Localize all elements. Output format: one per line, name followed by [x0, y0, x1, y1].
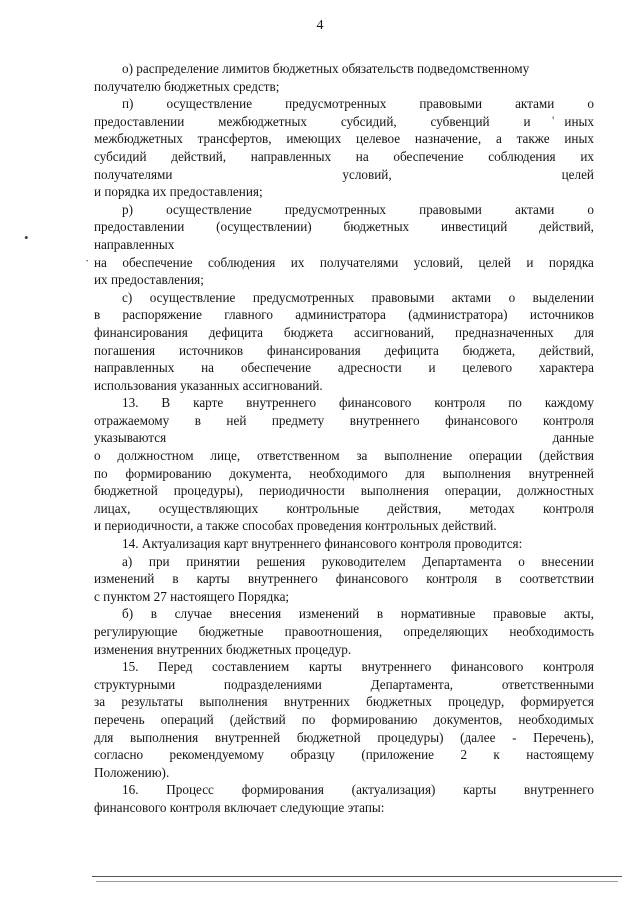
text-word: соблюдения — [488, 148, 556, 164]
text-word: нормативные — [400, 606, 476, 622]
text-line — [94, 535, 594, 553]
text-line — [94, 429, 594, 447]
text-word: по — [508, 395, 522, 411]
text-word: предмету — [271, 412, 325, 428]
text-word: процедур, — [448, 694, 505, 710]
text-word: и периодичности, а также способах проведения контрольных действий. — [94, 518, 497, 534]
scan-edge-rule — [92, 876, 622, 877]
text-line — [94, 623, 594, 641]
text-word: ней — [226, 412, 247, 428]
text-word: результаты — [121, 694, 184, 710]
text-word: распоряжение — [122, 307, 202, 323]
text-word: операций — [160, 711, 214, 727]
text-line — [94, 711, 594, 729]
text-word: периодичности — [259, 483, 345, 499]
text-word: направленных — [94, 360, 175, 376]
text-word: каждому — [544, 395, 594, 411]
text-word: ответственном — [257, 448, 340, 464]
text-word: предусмотренных — [284, 201, 387, 217]
text-word: выполнение — [384, 448, 453, 464]
text-word: субсидий — [94, 148, 147, 164]
text-word: ассигнований, — [354, 324, 435, 340]
text-word: и — [523, 113, 531, 129]
text-word: условий, — [342, 166, 392, 182]
text-word: (приложение — [361, 747, 435, 763]
text-word: администратора — [295, 307, 386, 323]
text-word: изменений — [298, 606, 360, 622]
text-word: актами — [515, 96, 555, 112]
text-line — [94, 78, 594, 96]
text-word: контроля — [426, 571, 478, 587]
text-line — [94, 500, 594, 518]
text-word: обеспечение — [240, 360, 312, 376]
text-word: ответственными — [501, 676, 594, 692]
text-word: с) — [122, 289, 133, 305]
text-word: перечень — [94, 711, 145, 727]
text-word: инвестиций — [440, 219, 508, 235]
text-word: правоотношения, — [284, 624, 383, 639]
text-line — [94, 447, 594, 465]
text-word: В — [161, 395, 171, 411]
text-line — [94, 201, 594, 219]
text-word: также — [516, 131, 550, 147]
text-word: соблюдения — [208, 254, 276, 270]
text-word: субвенций — [430, 113, 490, 129]
text-word: соответствии — [519, 571, 594, 587]
text-word: источников — [529, 307, 594, 323]
text-word: погашения — [94, 342, 156, 358]
text-word: для — [405, 465, 425, 481]
text-word: согласно — [94, 747, 144, 763]
text-line — [94, 729, 594, 747]
text-word: иных — [564, 113, 594, 129]
text-word: субсидий, — [340, 113, 397, 129]
text-word: актами — [451, 289, 492, 305]
text-word: и — [428, 360, 436, 376]
text-word: регулирующие — [94, 624, 178, 639]
text-word: внутренних — [283, 694, 350, 710]
text-word: с пунктом 27 настоящего Порядка; — [94, 588, 290, 604]
text-word: выполнения — [130, 729, 199, 745]
text-word: осуществление — [149, 289, 236, 305]
text-word: - — [512, 729, 517, 745]
text-word: обеспечение — [122, 254, 193, 270]
text-word: (осуществлении) — [216, 219, 312, 235]
text-word: подразделениями — [223, 676, 322, 692]
text-word: Положению). — [94, 764, 170, 780]
text-word: о) распределение лимитов бюджетных обязательств подведомственному — [122, 61, 530, 76]
text-line — [94, 306, 594, 324]
text-word: в — [94, 307, 101, 323]
text-word: внутреннего — [524, 782, 594, 798]
text-word: контрольные — [286, 500, 360, 516]
text-word: целевого — [462, 360, 513, 376]
text-word: иных — [564, 131, 594, 147]
text-line — [94, 588, 594, 606]
text-word: указываются — [94, 430, 167, 446]
text-word: лицах, — [94, 500, 131, 516]
text-word: при — [148, 553, 170, 569]
text-word: имеющих — [286, 131, 342, 147]
text-word: получателями — [94, 166, 173, 182]
text-line — [94, 254, 594, 272]
text-word: 13. — [122, 395, 139, 411]
text-word: выполнения — [442, 465, 511, 481]
text-word: целевое — [356, 131, 401, 147]
text-word: о — [94, 448, 101, 464]
text-line — [94, 570, 594, 588]
text-word: действий, — [539, 342, 594, 358]
text-word: получателю бюджетных средств; — [94, 78, 280, 94]
text-word: внутреннего — [247, 571, 318, 587]
text-word: карты — [196, 571, 230, 587]
text-word: для — [94, 729, 114, 745]
text-line — [94, 482, 594, 500]
text-word: карты — [463, 782, 497, 798]
text-word: карты — [308, 659, 342, 675]
text-word: акты, — [563, 606, 594, 622]
text-word: (далее — [460, 729, 496, 745]
text-word: Перечень), — [533, 729, 594, 745]
text-word: финансового контроля включает следующие этапы: — [94, 799, 385, 815]
text-word: бюджета — [283, 324, 334, 340]
scan-dot: · — [85, 253, 90, 268]
text-word: на — [94, 254, 107, 270]
text-word: Департамента — [422, 553, 502, 569]
text-word: получателями — [319, 254, 399, 270]
text-line — [94, 148, 594, 166]
text-word: 15. — [122, 659, 139, 675]
text-line — [94, 130, 594, 148]
text-word: решения — [256, 553, 306, 569]
text-word: адресности — [337, 360, 402, 376]
text-word: целей — [561, 166, 594, 182]
text-word: актами — [514, 201, 555, 217]
text-word: порядка — [548, 254, 594, 270]
text-line — [94, 324, 594, 342]
text-word: в — [376, 606, 384, 622]
text-word: необходимого — [309, 465, 388, 481]
text-word: действия, — [387, 500, 442, 516]
text-word: настоящему — [526, 747, 594, 763]
text-word: внутренней — [528, 465, 594, 481]
text-word: использования указанных ассигнований. — [94, 377, 323, 393]
text-word: межбюджетных — [218, 113, 307, 129]
text-word: операции — [469, 448, 523, 464]
text-line — [94, 799, 594, 817]
text-word: контроля — [542, 659, 594, 675]
text-word: и порядка их предоставления; — [94, 184, 263, 200]
text-word: составлением — [212, 659, 290, 675]
text-word: предусмотренных — [285, 96, 387, 112]
text-word: отражаемому — [94, 412, 170, 428]
text-word: методах — [469, 500, 515, 516]
text-word: р) — [122, 201, 133, 217]
text-word: внутренней — [214, 729, 281, 745]
text-line — [94, 183, 594, 201]
text-word: внутреннего — [349, 412, 420, 428]
text-word: данные — [552, 430, 594, 446]
text-word: необходимых — [518, 711, 594, 727]
text-word: направленных — [94, 236, 175, 252]
text-word: осуществляющих — [158, 500, 259, 516]
text-line — [94, 781, 594, 799]
text-word: бюджета, — [462, 342, 516, 358]
text-word: условий, — [413, 254, 464, 270]
text-word: процедуры), — [173, 483, 244, 499]
text-word: главного — [224, 307, 273, 323]
text-word: контроля — [434, 395, 486, 411]
text-word: межбюджетных — [94, 131, 183, 147]
text-word: в — [495, 571, 502, 587]
text-word: предоставлении — [94, 219, 185, 235]
text-word: внесения — [229, 606, 282, 622]
text-line — [94, 218, 594, 236]
text-word: изменения внутренних бюджетных процедур. — [94, 641, 352, 657]
text-word: формированию — [331, 711, 418, 727]
text-word: источников — [179, 342, 244, 358]
text-word: по — [301, 711, 316, 727]
text-word: (действия — [538, 448, 594, 464]
text-word: (действий — [229, 711, 286, 727]
text-word: финансового — [450, 659, 524, 675]
text-word: финансирования — [94, 324, 188, 340]
text-word: бюджетной — [296, 729, 361, 745]
text-word: бюджетные — [198, 624, 264, 639]
text-word: внесении — [541, 553, 594, 569]
text-word: формированию — [125, 465, 212, 481]
text-word: бюджетных — [366, 694, 432, 710]
text-word: для — [574, 324, 594, 340]
text-line — [94, 746, 594, 764]
text-word: о — [508, 289, 516, 305]
text-word: а — [495, 131, 502, 147]
text-word: действий, — [171, 148, 227, 164]
text-word: правовыми — [419, 96, 483, 112]
text-line — [94, 676, 594, 694]
text-word: действий, — [539, 219, 594, 235]
text-word: контроля — [543, 412, 594, 428]
text-word: осуществление — [166, 201, 252, 217]
text-word: обеспечение — [393, 148, 464, 164]
scan-tick: ' — [552, 113, 555, 128]
text-word: формируется — [520, 694, 594, 710]
text-word: а) — [122, 553, 133, 569]
text-line — [94, 553, 594, 571]
text-word: дефицита — [208, 324, 263, 340]
text-word: Департамента, — [370, 676, 454, 692]
text-word: целей — [478, 254, 511, 270]
text-word: в — [150, 606, 157, 622]
text-word: направленных — [250, 148, 332, 164]
scan-edge-rule — [96, 881, 618, 882]
text-word: внутреннего — [246, 395, 317, 411]
text-word: рекомендуемому — [169, 747, 264, 763]
text-word: (актуализация) — [351, 782, 436, 798]
text-word: правовые — [493, 606, 547, 622]
text-word: на — [355, 148, 369, 164]
text-word: Процесс — [166, 782, 214, 798]
text-word: принятии — [186, 553, 240, 569]
text-word: 2 — [460, 747, 468, 763]
text-line — [94, 465, 594, 483]
text-word: контроля — [542, 500, 594, 516]
text-word: структурными — [94, 676, 176, 692]
text-line — [94, 377, 594, 395]
text-word: на — [201, 360, 215, 376]
text-word: случае — [174, 606, 213, 622]
text-word: назначение, — [414, 131, 482, 147]
text-word: операции, — [444, 483, 502, 499]
text-word: бюджетных — [343, 219, 410, 235]
text-word: должностных — [517, 483, 594, 499]
text-line — [94, 394, 594, 412]
text-line — [94, 693, 594, 711]
text-word: предоставлении — [94, 113, 185, 129]
text-word: их предоставления; — [94, 272, 204, 288]
text-word: документов, — [433, 711, 503, 727]
text-line — [94, 658, 594, 676]
text-word: о — [587, 201, 594, 217]
text-line — [94, 764, 594, 782]
text-line — [94, 359, 594, 377]
text-word: финансового — [445, 412, 518, 428]
text-word: документа, — [229, 465, 292, 481]
text-word: правовыми — [371, 289, 435, 305]
text-word: за — [94, 694, 106, 710]
text-word: предусмотренных — [252, 289, 355, 305]
text-line — [94, 605, 594, 623]
text-word: дефицита — [384, 342, 439, 358]
text-line — [94, 342, 594, 360]
text-word: изменений — [94, 571, 155, 587]
text-word: Перед — [158, 659, 193, 675]
text-line — [94, 517, 594, 535]
text-word: финансирования — [266, 342, 361, 358]
text-word: бюджетной — [94, 483, 158, 499]
text-word: должностном — [117, 448, 194, 464]
text-line — [94, 289, 594, 307]
text-word: к — [493, 747, 500, 763]
text-word: образцу — [290, 747, 335, 763]
text-word: в — [194, 412, 201, 428]
text-word: выполнения — [360, 483, 429, 499]
text-word: процедуры) — [377, 729, 444, 745]
text-line — [94, 271, 594, 289]
text-word: (администратора) — [408, 307, 508, 323]
text-word: лице, — [210, 448, 241, 464]
text-line — [94, 95, 594, 113]
text-word: о — [518, 553, 525, 569]
text-word: их — [580, 148, 594, 164]
text-word: карте — [193, 395, 224, 411]
text-word: финансового — [335, 571, 409, 587]
text-word: их — [290, 254, 305, 270]
text-line — [94, 60, 594, 78]
text-line — [94, 113, 594, 131]
text-word: в — [172, 571, 179, 587]
text-word: о — [587, 96, 594, 112]
text-word: по — [94, 465, 108, 481]
text-word: п) — [122, 96, 134, 112]
text-word: предназначенных — [455, 324, 554, 340]
scan-dot: • — [24, 230, 29, 245]
text-word: и — [526, 254, 534, 270]
text-word: 16. — [122, 782, 139, 798]
text-word: характера — [538, 360, 594, 376]
text-line — [94, 236, 594, 254]
text-word: трансфертов, — [197, 131, 272, 147]
text-word: финансового — [338, 395, 412, 411]
text-word: внутреннего — [361, 659, 432, 675]
text-word: правовыми — [419, 201, 482, 217]
text-word: осуществление — [166, 96, 253, 112]
text-line — [94, 166, 594, 184]
text-line — [94, 412, 594, 430]
text-word: определяющих — [403, 624, 489, 639]
text-word: руководителем — [321, 553, 406, 569]
document-body — [94, 60, 594, 817]
text-word: б) — [122, 606, 134, 622]
text-word: выполнения — [199, 694, 268, 710]
text-word: необходимость — [509, 624, 594, 639]
text-word: выделении — [532, 289, 594, 305]
text-line — [94, 641, 594, 659]
text-word: формирования — [241, 782, 324, 798]
page-number: 4 — [316, 18, 324, 33]
text-word: за — [356, 448, 368, 464]
text-word: 14. Актуализация карт внутреннего финансового контроля проводится: — [122, 536, 523, 552]
